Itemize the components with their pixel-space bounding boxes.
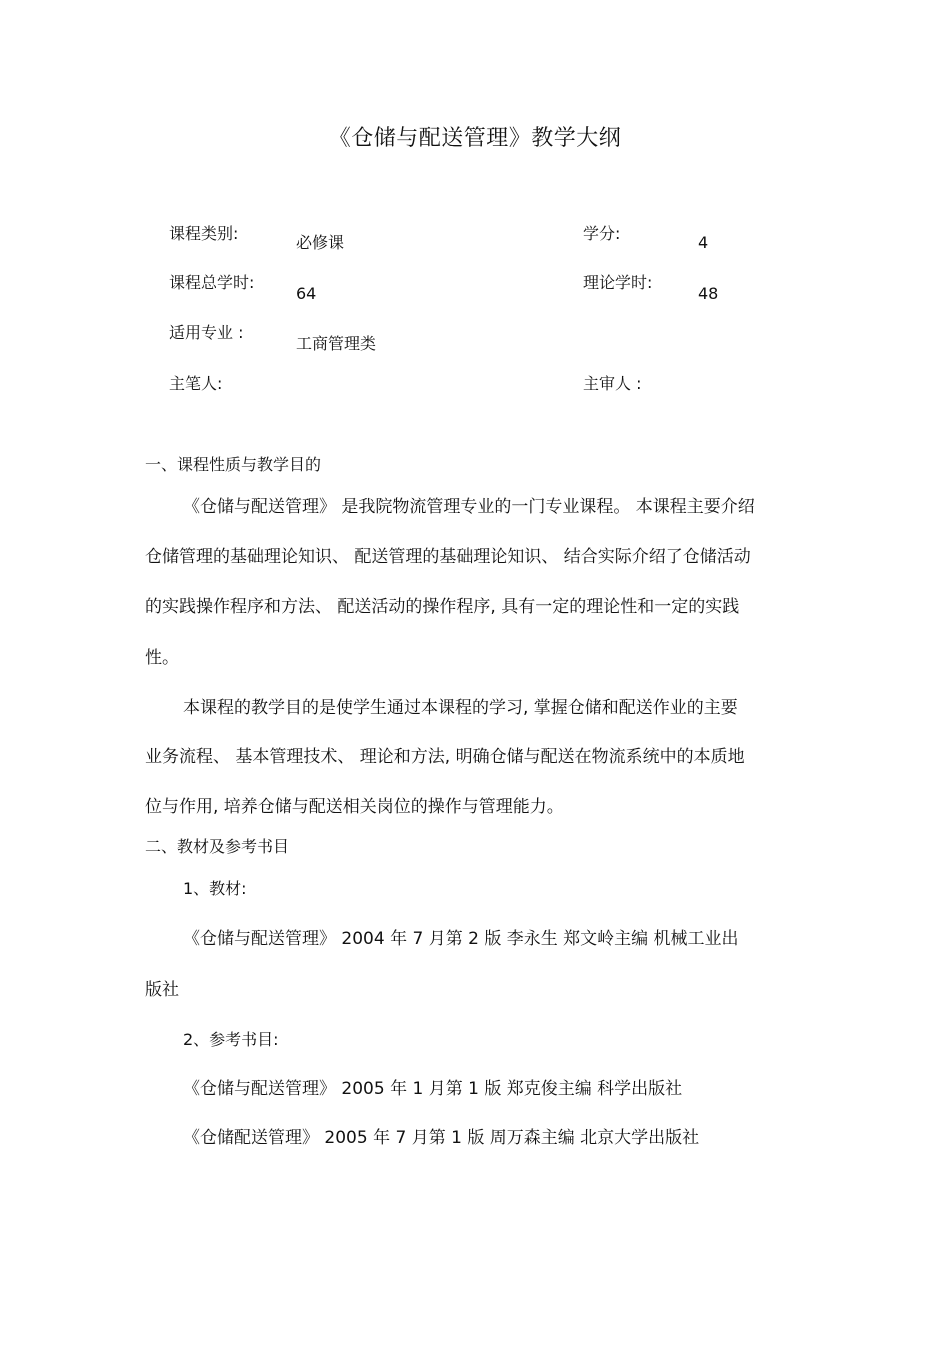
theory-hours-label: 理论学时: xyxy=(583,273,653,292)
major-label: 适用专业 : xyxy=(169,323,244,342)
credit-label: 学分: xyxy=(583,224,621,243)
credit-value: 4 xyxy=(698,233,709,252)
reference-item-1: 《仓储与配送管理》 2005 年 1 月第 1 版 郑克俊主编 科学出版社 xyxy=(183,1079,683,1099)
section-1-heading: 一、课程性质与教学目的 xyxy=(145,455,322,474)
section-1-paragraph-1-line-4: 性。 xyxy=(145,648,179,668)
section-1-paragraph-2-line-2: 业务流程、 基本管理技术、 理论和方法, 明确仓储与配送在物流系统中的本质地 xyxy=(145,747,745,767)
reviewer-label: 主审人 : xyxy=(583,374,642,393)
major-value: 工商管理类 xyxy=(296,334,377,353)
textbook-subheading: 1、教材: xyxy=(183,879,247,898)
textbook-line-1: 《仓储与配送管理》 2004 年 7 月第 2 版 李永生 郑文岭主编 机械工业出 xyxy=(183,929,739,949)
textbook-line-2: 版社 xyxy=(145,980,179,1000)
course-type-label: 课程类别: xyxy=(169,224,239,243)
document-title: 《仓储与配送管理》教学大纲 xyxy=(328,126,622,151)
total-hours-value: 64 xyxy=(296,284,317,303)
total-hours-label: 课程总学时: xyxy=(169,273,255,292)
section-1-paragraph-1-line-3: 的实践操作程序和方法、 配送活动的操作程序, 具有一定的理论性和一定的实践 xyxy=(145,597,740,617)
section-1-paragraph-2-line-1: 本课程的教学目的是使学生通过本课程的学习, 掌握仓储和配送作业的主要 xyxy=(183,698,738,718)
reference-item-2: 《仓储配送管理》 2005 年 7 月第 1 版 周万森主编 北京大学出版社 xyxy=(183,1128,700,1148)
reference-subheading: 2、参考书目: xyxy=(183,1030,279,1049)
section-1-paragraph-1-line-2: 仓储管理的基础理论知识、 配送管理的基础理论知识、 结合实际介绍了仓储活动 xyxy=(145,547,751,567)
theory-hours-value: 48 xyxy=(698,284,719,303)
section-2-heading: 二、教材及参考书目 xyxy=(145,837,290,856)
section-1-paragraph-1-line-1: 《仓储与配送管理》 是我院物流管理专业的一门专业课程。 本课程主要介绍 xyxy=(183,497,755,517)
course-type-value: 必修课 xyxy=(296,233,345,252)
section-1-paragraph-2-line-3: 位与作用, 培养仓储与配送相关岗位的操作与管理能力。 xyxy=(145,797,564,817)
author-label: 主笔人: xyxy=(169,374,223,393)
